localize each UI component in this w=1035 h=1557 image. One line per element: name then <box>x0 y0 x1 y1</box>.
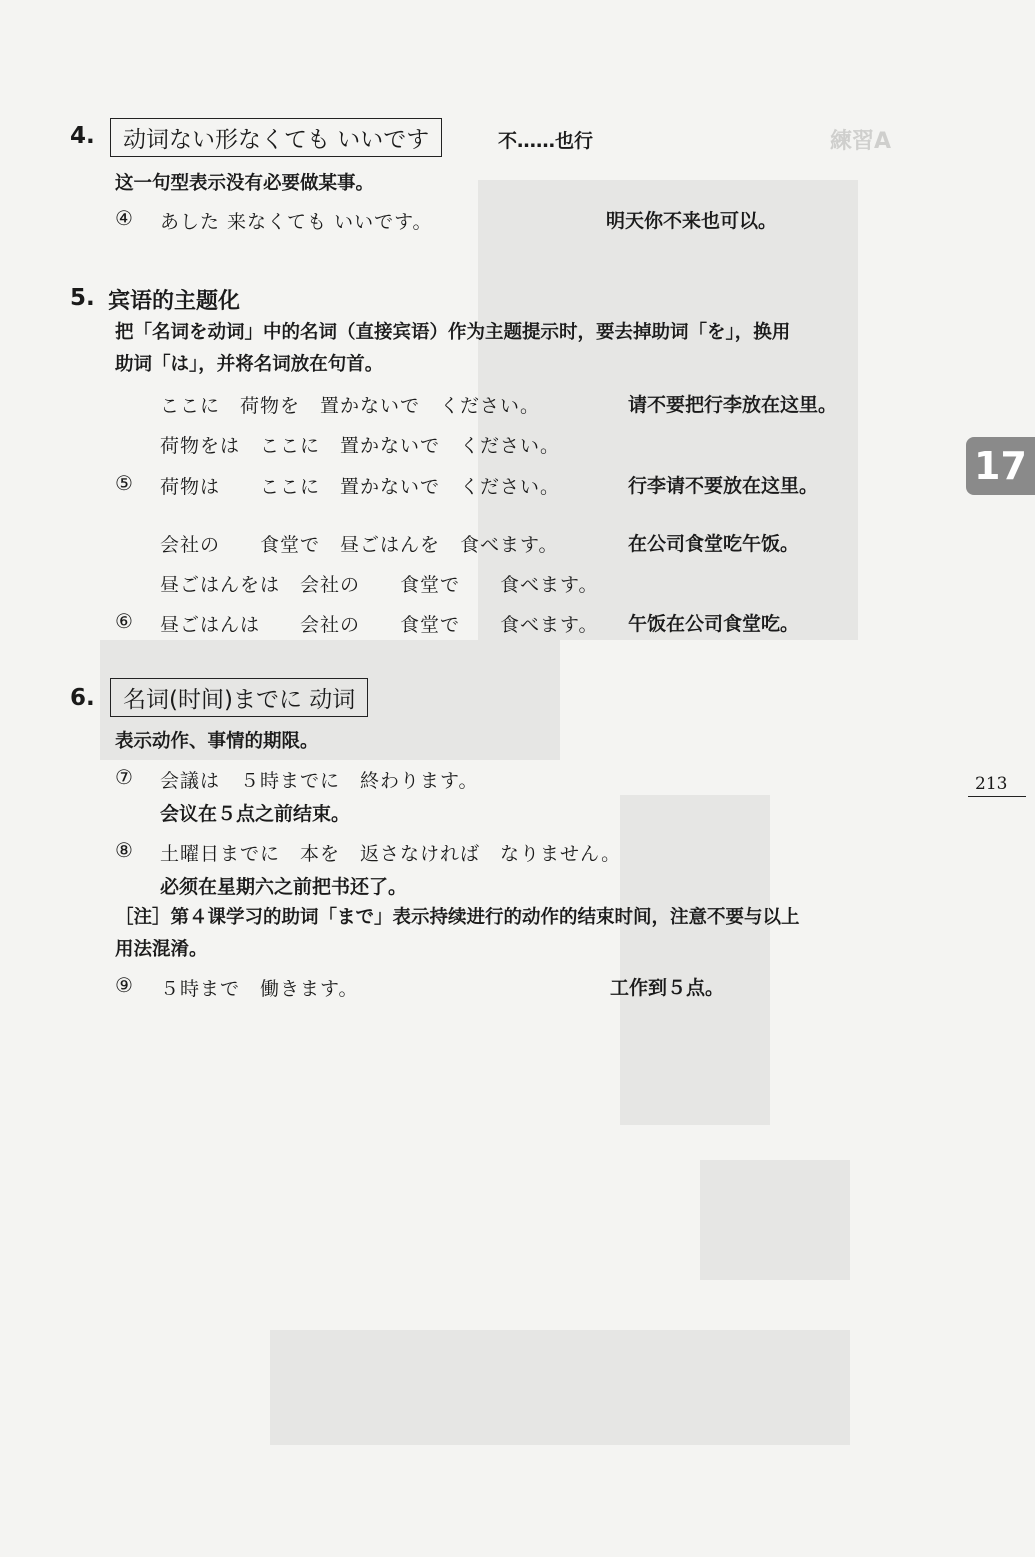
section5-translation-3: 行李请不要放在这里。 <box>628 475 819 497</box>
section5-sentence-3: 荷物は ここに 置かないで ください。 <box>160 476 561 498</box>
bleed-through-block-3 <box>620 795 770 1125</box>
example-marker-7: ⑦ <box>115 765 133 789</box>
section6-number: 6. <box>70 685 95 711</box>
example-marker-9: ⑨ <box>115 973 133 997</box>
section4-meaning: 不……也行 <box>498 130 594 152</box>
bleed-through-block-5 <box>270 1330 850 1445</box>
page-number-rule <box>968 796 1026 797</box>
bleed-through-block-4 <box>700 1160 850 1280</box>
chapter-tab: 17 <box>966 437 1035 495</box>
section5-title: 宾语的主题化 <box>108 289 241 314</box>
example-9-chinese: 工作到５点。 <box>610 977 725 999</box>
section4-pattern-box: 动词ない形なくても いいです <box>110 118 442 157</box>
example-marker-4: ④ <box>115 206 133 230</box>
section6-description: 表示动作、事情的期限。 <box>115 731 319 752</box>
section4-number: 4. <box>70 123 95 149</box>
section5-description-line1: 把「名词を动词」中的名词（直接宾语）作为主题提示时，要去掉助词「を」，换用 <box>115 322 791 343</box>
bleed-through-label: 練習A <box>830 129 892 154</box>
section4-description: 这一句型表示没有必要做某事。 <box>115 173 375 194</box>
section5-number: 5. <box>70 285 95 311</box>
example-7-japanese: 会議は ５時までに 終わります。 <box>160 770 479 792</box>
example-9-japanese: ５時まで 働きます。 <box>160 978 359 1000</box>
page-number: 213 <box>975 774 1008 794</box>
section5-sentence-4: 会社の 食堂で 昼ごはんを 食べます。 <box>160 534 559 556</box>
section5-sentence-1: ここに 荷物を 置かないで ください。 <box>160 395 541 417</box>
example-4-chinese: 明天你不来也可以。 <box>606 210 778 232</box>
section5-translation-4: 在公司食堂吃午饭。 <box>628 533 800 555</box>
example-marker-8: ⑧ <box>115 838 133 862</box>
section5-sentence-2: 荷物をは ここに 置かないで ください。 <box>160 435 561 457</box>
example-8-chinese: 必须在星期六之前把书还了。 <box>160 876 408 898</box>
section6-pattern-box: 名词(时间)までに 动词 <box>110 678 368 717</box>
section6-note-line1: ［注］第４课学习的助词「まで」表示持续进行的动作的结束时间，注意不要与以上 <box>115 907 800 928</box>
example-8-japanese: 土曜日までに 本を 返さなければ なりません。 <box>160 843 622 865</box>
section5-translation-1: 请不要把行李放在这里。 <box>628 394 838 416</box>
example-7-chinese: 会议在５点之前结束。 <box>160 803 351 825</box>
example-marker-6: ⑥ <box>115 609 133 633</box>
section5-description-line2: 助词「は」，并将名词放在句首。 <box>115 354 384 375</box>
example-marker-5: ⑤ <box>115 471 133 495</box>
section5-sentence-6: 昼ごはんは 会社の 食堂で 食べます。 <box>160 614 599 636</box>
example-4-japanese: あした 来なくても いいです。 <box>160 211 433 233</box>
section5-sentence-5: 昼ごはんをは 会社の 食堂で 食べます。 <box>160 574 599 596</box>
section5-translation-6: 午饭在公司食堂吃。 <box>628 613 800 635</box>
section6-note-line2: 用法混淆。 <box>115 939 208 960</box>
